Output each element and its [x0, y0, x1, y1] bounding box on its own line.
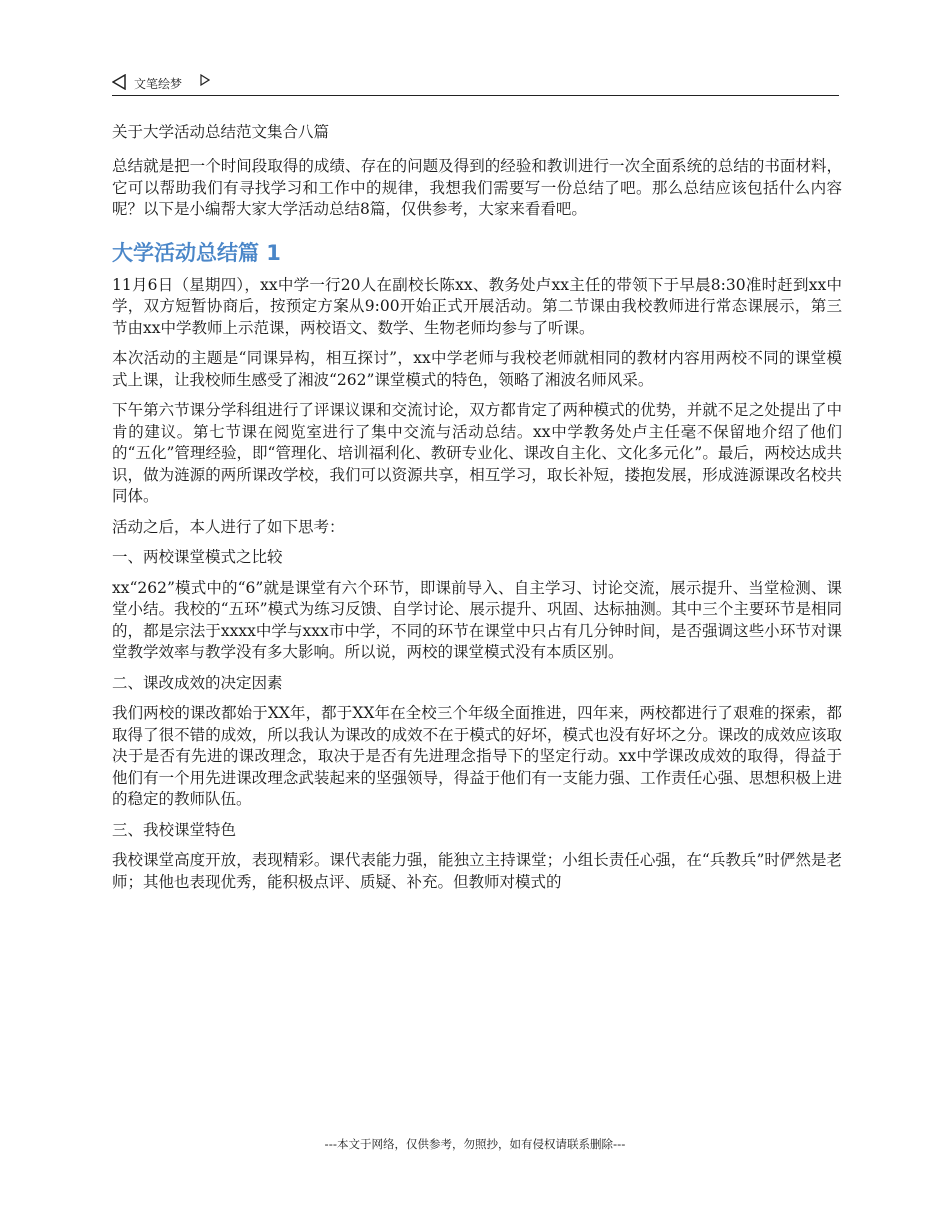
page-footer: ---本文于网络，仅供参考，勿照抄，如有侵权请联系删除--- [324, 1137, 626, 1151]
triangle-left-icon [112, 74, 126, 90]
intro-paragraph: 总结就是把一个时间段取得的成绩、存在的问题及得到的经验和教训进行一次全面系统的总结的书面材料，它可以帮助我们有寻找学习和工作中的规律，我想我们需要写一份总结了吧。那么总结应该包括什么内容呢？以下是小编帮大家大学活动总结8篇，仅供参考，大家来看看吧。 [112, 157, 842, 218]
subheading: 三、我校课堂特色 [112, 820, 237, 839]
paragraph: 下午第六节课分学科组进行了评课议课和交流讨论，双方都肯定了两种模式的优势，并就不足之处提出了中肯的建议。第七节课在阅览室进行了集中交流与活动总结。xx中学教务处卢主任毫不保留地介绍了他们的“五化”管理经验，即“管理化、培训福利化、教研专业化、课改自主化、文化多元化”。最后，两校达成共识，做为涟源的两所课改学校，我们可以资源共享，相互学习，取长补短，搂抱发展，形成涟源课改名校共同体。 [112, 401, 842, 505]
triangle-right-icon [200, 74, 210, 86]
subheading: 二、课改成效的决定因素 [112, 673, 283, 692]
document-body [112, 120, 842, 902]
paragraph: 活动之后，本人进行了如下思考： [112, 517, 345, 536]
page-header [112, 70, 839, 96]
section-heading: 大学活动总结篇 1 [112, 240, 281, 265]
paragraph: 11月6日（星期四），xx中学一行20人在副校长陈xx、教务处卢xx主任的带领下于早晨8:30准时赶到xx中学，双方短暂协商后，按预定方案从9:00开始正式开展活动。第二节课由我校教师进行常态课展示，第三节由xx中学教师上示范课，两校语文、数学、生物老师均参与了听课。 [112, 275, 842, 337]
header-brand: 文笔绘梦 [134, 77, 183, 91]
paragraph: 我们两校的课改都始于XX年，都于XX年在全校三个年级全面推进，四年来，两校都进行了艰难的探索，都取得了很不错的成效，所以我认为课改的成效不在于模式的好坏，模式也没有好坏之分。课改的成效应该取决于是否有先进的课改理念，取决于是否有先进理念指导下的坚定行动。xx中学课改成效的取得，得益于他们有一个用先进课改理念武装起来的坚强领导，得益于他们有一支能力强、工作责任心强、思想积极上进的稳定的教师队伍。 [112, 704, 842, 808]
paragraph: 本次活动的主题是“同课异构，相互探讨”，xx中学老师与我校老师就相同的教材内容用两校不同的课堂模式上课，让我校师生感受了湘波“262”课堂模式的特色，领略了湘波名师风采。 [112, 349, 842, 389]
paragraph: 我校课堂高度开放，表现精彩。课代表能力强，能独立主持课堂；小组长责任心强，在“兵教兵”时俨然是老师；其他也表现优秀，能积极点评、质疑、补充。但教师对模式的 [112, 851, 842, 891]
document-title: 关于大学活动总结范文集合八篇 [112, 123, 330, 141]
subheading: 一、两校课堂模式之比较 [112, 548, 283, 566]
paragraph: xx“262”模式中的“6”就是课堂有六个环节，即课前导入、自主学习、讨论交流，展示提升、当堂检测、课堂小结。我校的“五环”模式为练习反馈、自学讨论、展示提升、巩固、达标抽测。其中三个主要环节是相同的，都是宗法于xxxx中学与xxx市中学，不同的环节在课堂中只占有几分钟时间，是否强调这些小环节对课堂教学效率与教学没有多大影响。所以说，两校的课堂模式没有本质区别。 [112, 578, 842, 661]
